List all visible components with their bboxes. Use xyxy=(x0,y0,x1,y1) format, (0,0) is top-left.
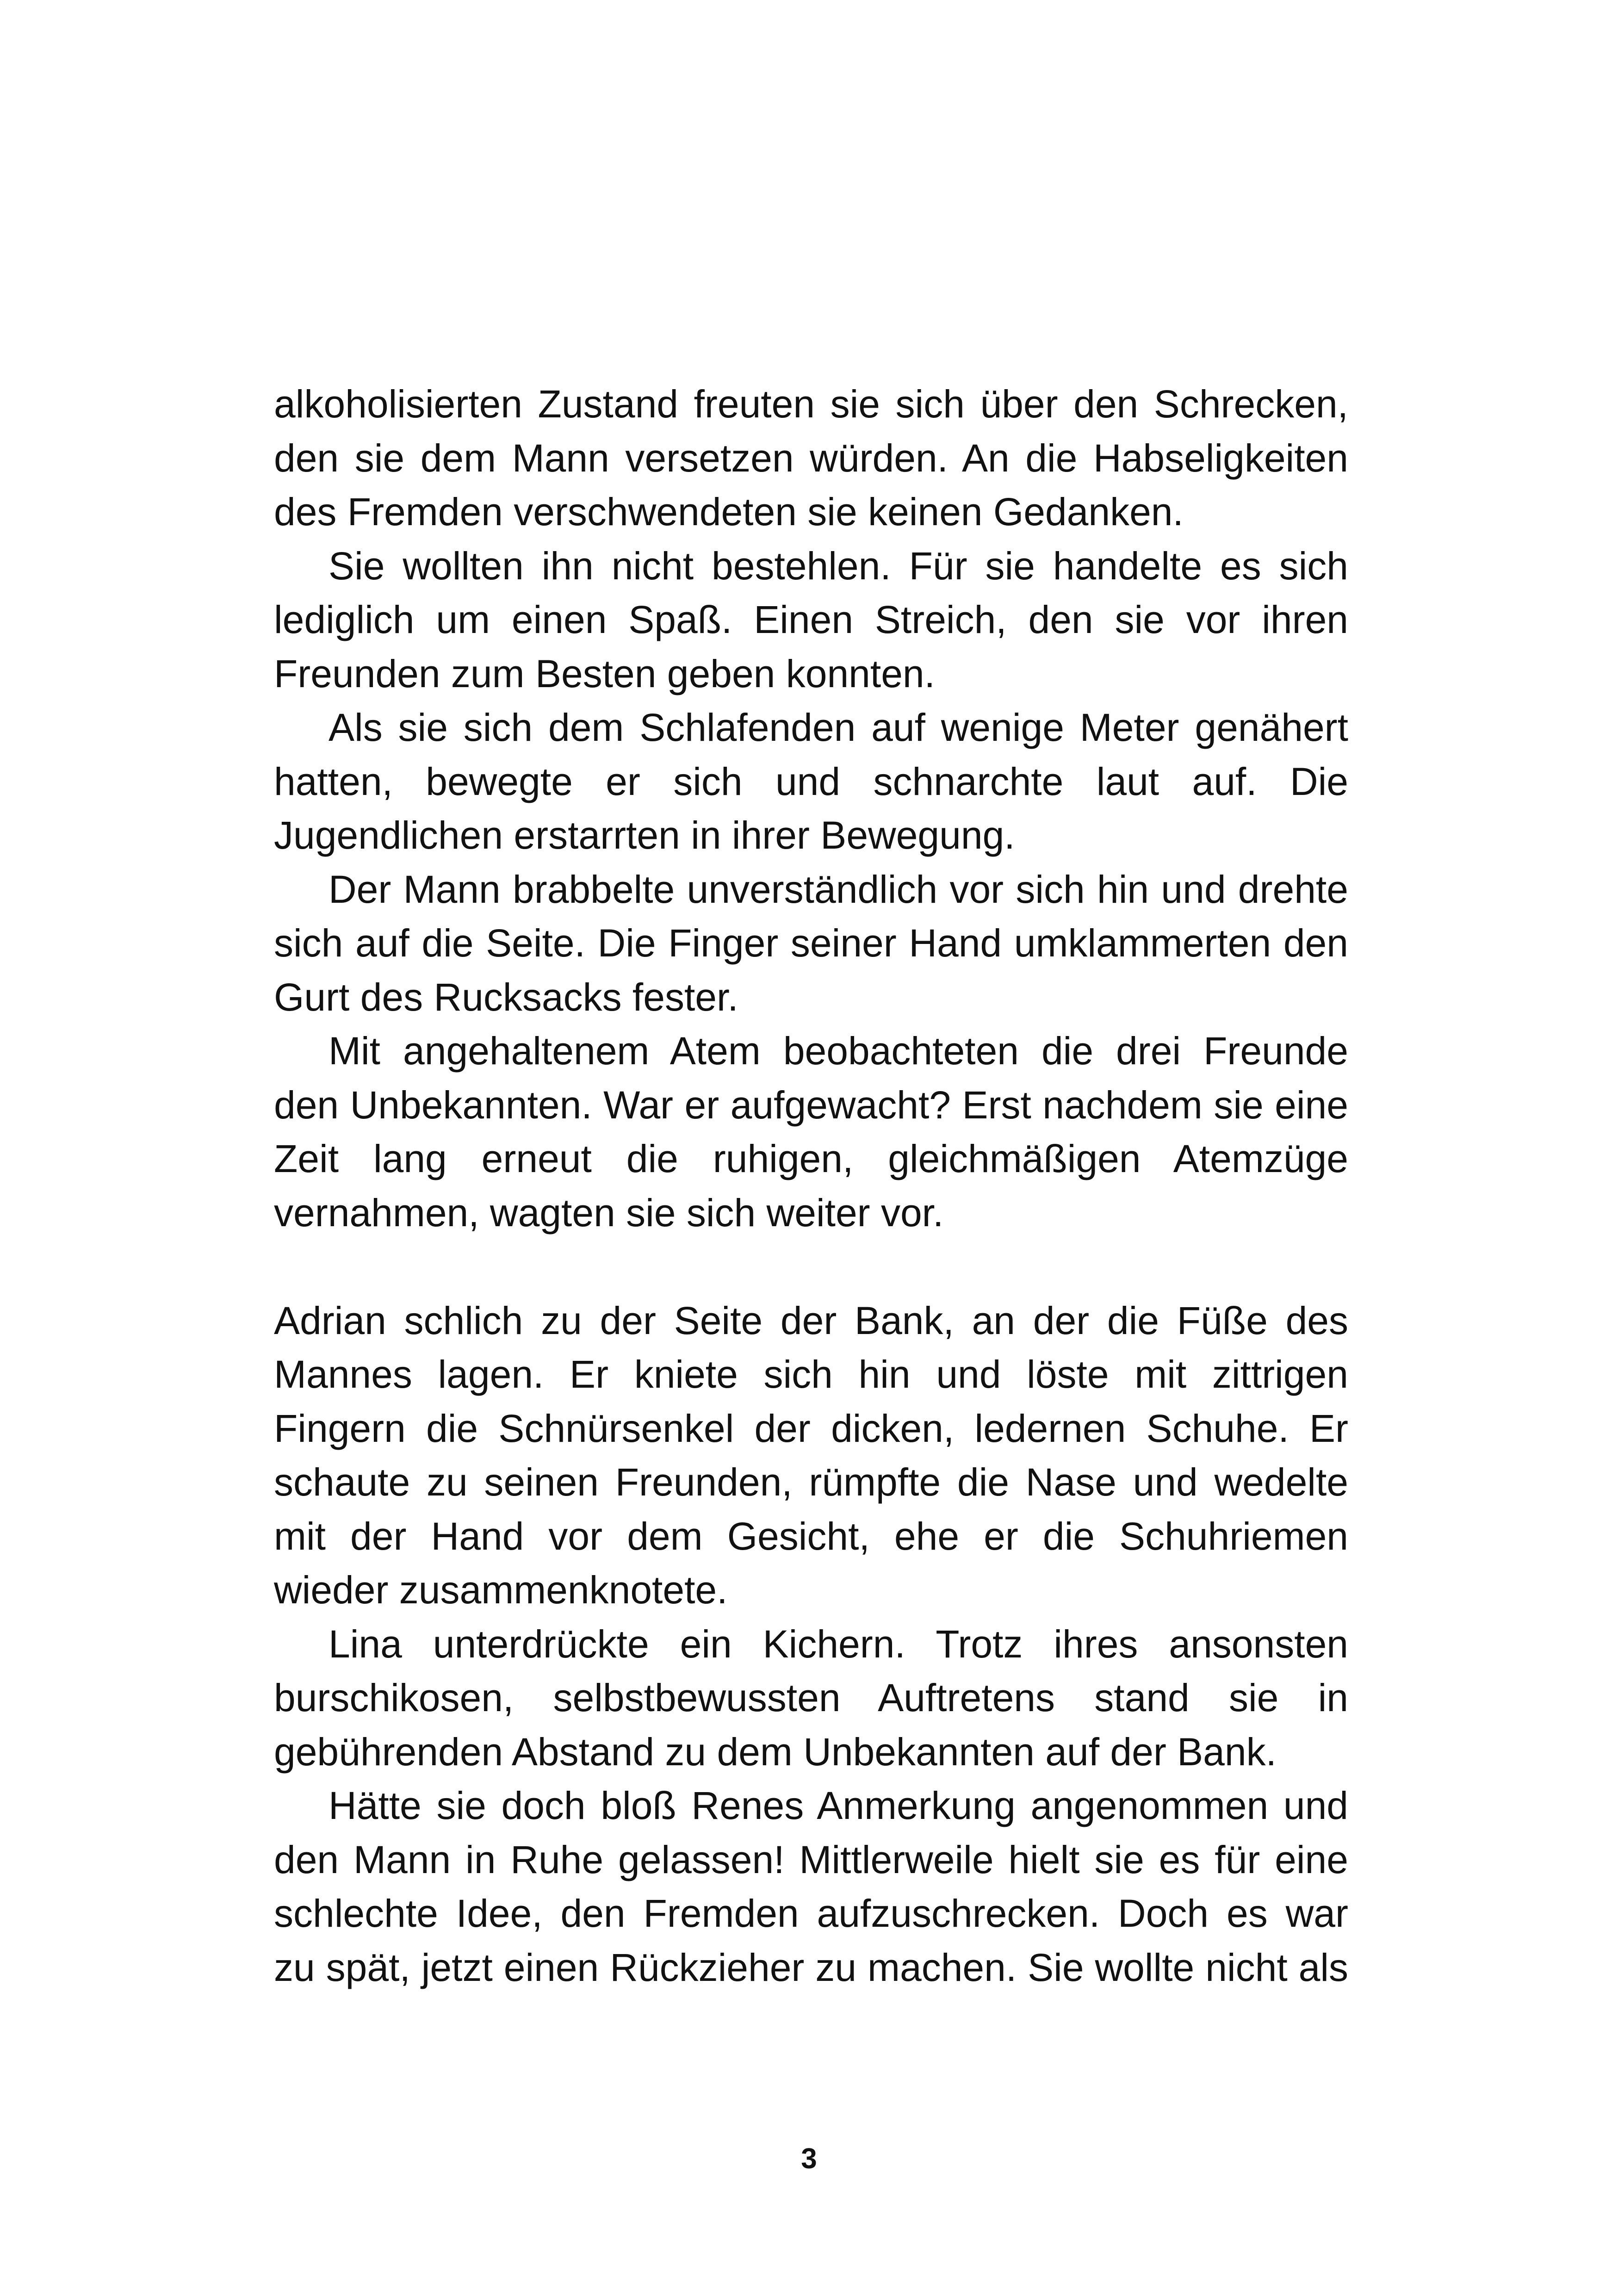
paragraph-5: Mit angehaltenem Atem beobachteten die drei Freunde den Unbekannten. War er aufgewacht? Erst nachdem sie eine Zeit lang erneut die ruhigen, gleichmäßigen Atemzüge vernahmen, wagten sie sich weiter vor. xyxy=(274,1029,1348,1235)
paragraph-1: alkoholisierten Zustand freuten sie sich über den Schrecken, den sie dem Mann versetzen würden. An die Habseligkeiten des Fremden verschwendeten sie keinen Gedanken. xyxy=(274,382,1348,534)
paragraph-6: Adrian schlich zu der Seite der Bank, an der die Füße des Mannes lagen. Er kniete sich hin und löste mit zittrigen Fingern die Schnürsenkel der dicken, ledernen Schuhe. Er schaute zu seinen Freunden, rümpfte die Nase und wedelte mit der Hand vor dem Gesicht, ehe er die Schuhriemen wieder zusammenknotete. xyxy=(274,1298,1348,1612)
paragraph-8: Hätte sie doch bloß Renes Anmerkung angenommen und den Mann in Ruhe gelassen! Mittlerweile hielt sie es für eine schlechte Idee, den Fremden aufzuschrecken. Doch es war zu spät, jetzt einen Rückzieher zu machen. Sie wollte nicht als xyxy=(274,1784,1348,1989)
page-number: 3 xyxy=(801,2143,817,2175)
body-text xyxy=(274,377,1348,1994)
paragraph-3: Als sie sich dem Schlafenden auf wenige Meter genähert hatten, bewegte er sich und schnarchte laut auf. Die Jugendlichen erstarrten in ihrer Bewegung. xyxy=(274,706,1348,857)
paragraph-7: Lina unterdrückte ein Kichern. Trotz ihres ansonsten burschikosen, selbstbewussten Auftretens stand sie in gebührenden Abstand zu dem Unbekannten auf der Bank. xyxy=(274,1622,1348,1774)
paragraph-2: Sie wollten ihn nicht bestehlen. Für sie handelte es sich lediglich um einen Spaß. Einen Streich, den sie vor ihren Freunden zum Besten geben konnten. xyxy=(274,544,1348,695)
paragraph-4: Der Mann brabbelte unverständlich vor sich hin und drehte sich auf die Seite. Die Finger seiner Hand umklammerten den Gurt des Rucksacks fester. xyxy=(274,867,1348,1019)
